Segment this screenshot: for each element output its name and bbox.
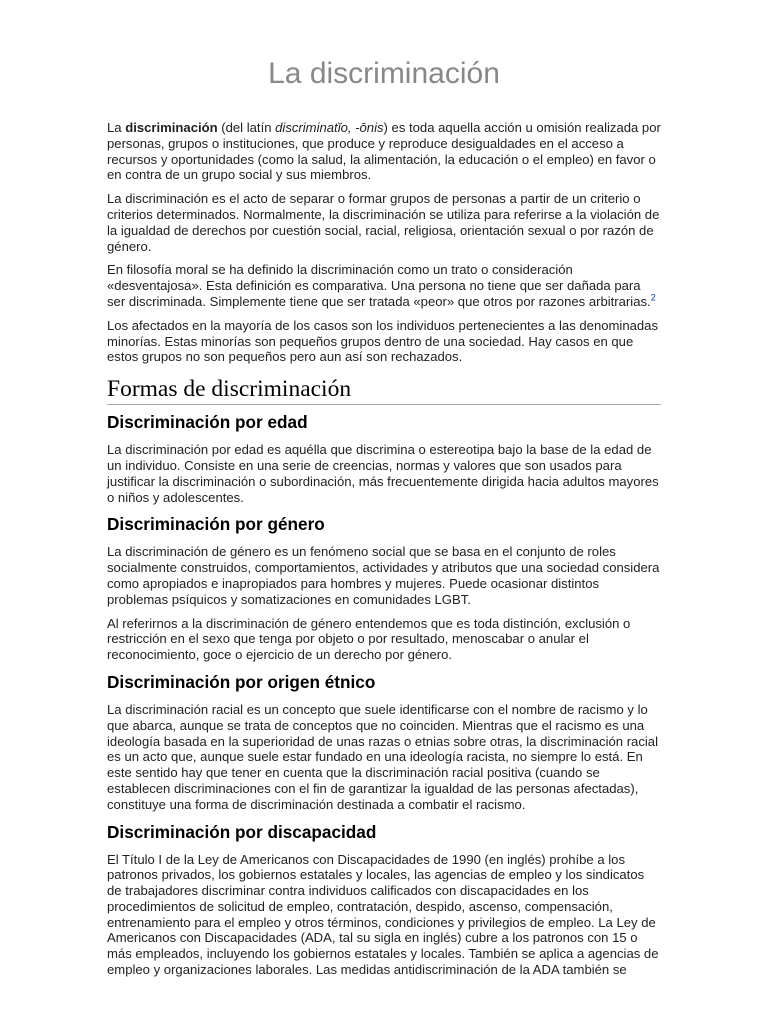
genero-paragraph-1: La discriminación de género es un fenómeno social que se basa en el conjunto de roles socialmente construidos, comportamientos, actividades y atributos que una sociedad considera como apropiados e inapropiados para hombres y mujeres. Puede ocasionar distintos problemas psíquicos y somatizaciones en comunidades LGBT. [107, 544, 660, 607]
intro-paragraph-4: Los afectados en la mayoría de los casos son los individuos pertenecientes a las denominadas minorías. Estas minorías son pequeños grupos dentro de una sociedad. Hay casos en que estos grupos no son pequeños pero aun así son rechazados. [107, 317, 658, 365]
intro-paragraph-3: En filosofía moral se ha definido la discriminación como un trato o consideración «desventajosa». Esta definición es comparativa. Una persona no tiene que ser dañada para ser discriminada. Simplemente tiene que ser tratada «peor» que otros por razones arbitrarias.$^2$ [107, 262, 656, 309]
subheading-genero: Discriminación por género [107, 514, 325, 535]
subheading-edad: Discriminación por edad [107, 412, 308, 433]
etnico-paragraph-1: La discriminación racial es un concepto que suele identificarse con el nombre de racismo y lo que abarca, aunque se trata de conceptos que no coinciden. Mientras que el racismo es una ideología basada en la superioridad de unas razas o etnias sobre otras, la discriminación racial es un acto que, aunque suele estar fundado en una ideología racista, no siempre lo está. En este sentido hay que tener en cuenta que la discriminación racial positiva (cuando se establecen discriminaciones con el fin de garantizar la igualdad de las personas afectadas), constituye una forma de discriminación destinada a combatir el racismo. [107, 701, 658, 812]
reference-link[interactable]: 2 [650, 292, 656, 303]
subheading-discapacidad: Discriminación por discapacidad [107, 821, 377, 842]
page-title: La discriminación [268, 57, 500, 90]
genero-paragraph-2: Al referirnos a la discriminación de género entendemos que es toda distinción, exclusión o restricción en el sexo que tenga por objeto o por resultado, menoscabar o anular el reconocimiento, goce o ejercicio de un derecho por género. [107, 615, 631, 663]
term-bold: discriminación [125, 120, 218, 135]
discapacidad-paragraph-1: El Título I de la Ley de Americanos con Discapacidades de 1990 (en inglés) prohíbe a los patronos privados, los gobiernos estatales y locales, las agencias de empleo y los sindicatos de trabajadores discriminar contra individuos calificados con discapacidades en los procedimientos de solicitud de empleo, contratación, despido, ascenso, compensación, entrenamiento para el empleo y otros términos, condiciones y privilegios de empleo. La Ley de Americanos con Discapacidades (ADA, tal su sigla en inglés) cubre a los patronos con 15 o más empleados, incluyendo los gobiernos estatales y locales. También se aplica a agencias de empleo y organizaciones laborales. Las medidas antidiscriminación de la ADA también se [107, 851, 659, 978]
intro-section [107, 120, 661, 365]
subheading-etnico: Discriminación por origen étnico [107, 671, 376, 692]
intro-paragraph-2: La discriminación es el acto de separar o formar grupos de personas a partir de un criterio o criterios determinados. Normalmente, la discriminación se utiliza para referirse a la violación de la igualdad de derechos por cuestión social, racial, religiosa, orientación sexual o por razón de género. [107, 191, 660, 254]
latin-term: discriminatĭo, -ōnis [275, 120, 384, 135]
section-heading: Formas de discriminación [107, 375, 661, 405]
edad-paragraph-1: La discriminación por edad es aquélla que discrimina o estereotipa bajo la base de la edad de un individuo. Consiste en una serie de creencias, normas y valores que son usados para justificar la discriminación o subordinación, más frecuentemente dirigida hacia adultos mayores o niños y adolescentes. [107, 442, 659, 505]
intro-paragraph-1: La discriminación (del latín discriminatĭo, -ōnis) es toda aquella acción u omisión realizada por personas, grupos o instituciones, que produce y reproduce desigualdades en el acceso a recursos y oportunidades (como la salud, la alimentación, la educación o el empleo) en favor o en contra de un grupo social y sus miembros. [107, 120, 661, 183]
